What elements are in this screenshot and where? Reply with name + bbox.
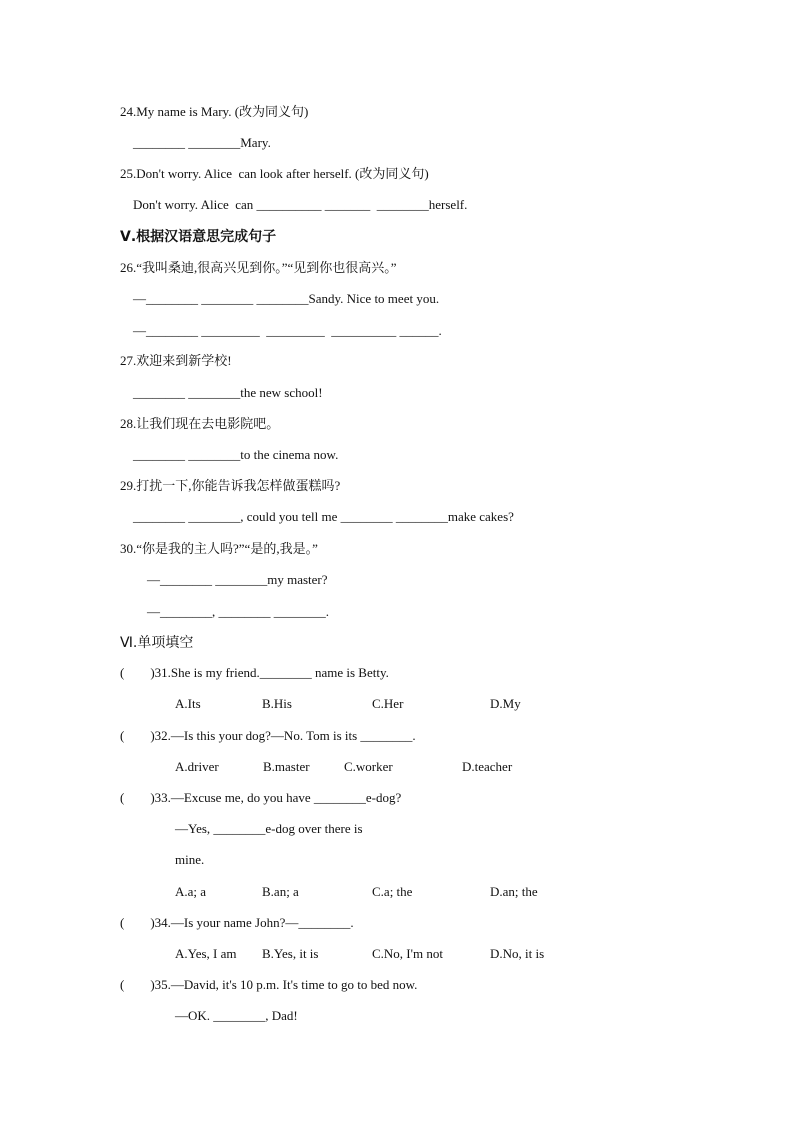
answer-line-28: ________ ________to the cinema now. <box>133 447 339 462</box>
option-33-a: A.a; a <box>175 884 207 899</box>
option-34-c: C.No, I'm not <box>372 946 443 961</box>
option-32-b: B.master <box>263 759 310 774</box>
option-32-c: C.worker <box>344 759 393 774</box>
question-35: ( )35.—David, it's 10 p.m. It's time to go to bed now. <box>120 977 418 992</box>
answer-line-25: Don't worry. Alice can __________ _______ ________herself. <box>133 197 468 212</box>
question-25: 25.Don't worry. Alice can look after herself. (改为同义句) <box>120 166 429 181</box>
question-30: 30.“你是我的主人吗?”“是的,我是。” <box>120 541 318 556</box>
option-31-a: A.Its <box>175 696 201 711</box>
question-26: 26.“我叫桑迪,很高兴见到你。”“见到你也很高兴。” <box>120 260 397 275</box>
question-24: 24.My name is Mary. (改为同义句) <box>120 104 309 119</box>
answer-line-24: ________ ________Mary. <box>133 135 271 150</box>
answer-line-26-2: —________ _________ _________ __________ ______. <box>133 323 442 338</box>
question-32: ( )32.—Is this your dog?—No. Tom is its ________. <box>120 728 416 743</box>
option-34-d: D.No, it is <box>490 946 545 961</box>
option-32-d: D.teacher <box>462 759 513 774</box>
question-33-line-2: —Yes, ________e-dog over there is <box>175 821 363 836</box>
answer-line-30-2: —________, ________ ________. <box>147 604 329 619</box>
option-31-d: D.My <box>490 696 521 711</box>
answer-line-29: ________ ________, could you tell me ________ ________make cakes? <box>133 509 514 524</box>
option-33-c: C.a; the <box>372 884 413 899</box>
option-33-d: D.an; the <box>490 884 538 899</box>
option-31-b: B.His <box>262 696 292 711</box>
question-27: 27.欢迎来到新学校! <box>120 353 232 368</box>
option-31-c: C.Her <box>372 696 404 711</box>
question-28: 28.让我们现在去电影院吧。 <box>120 416 280 431</box>
question-33: ( )33.—Excuse me, do you have ________e-dog? <box>120 790 402 805</box>
option-33-b: B.an; a <box>262 884 299 899</box>
question-34: ( )34.—Is your name John?—________. <box>120 915 354 930</box>
question-33-line-3: mine. <box>175 852 205 867</box>
question-31: ( )31.She is my friend.________ name is Betty. <box>120 665 389 680</box>
answer-line-27: ________ ________the new school! <box>133 385 323 400</box>
option-34-a: A.Yes, I am <box>175 946 237 961</box>
option-34-b: B.Yes, it is <box>262 946 319 961</box>
question-29: 29.打扰一下,你能告诉我怎样做蛋糕吗? <box>120 478 341 493</box>
section-6-heading: Ⅵ.单项填空 <box>120 635 194 651</box>
question-35-line-2: —OK. ________, Dad! <box>175 1008 298 1023</box>
answer-line-26-1: —________ ________ ________Sandy. Nice to meet you. <box>133 291 440 306</box>
option-32-a: A.driver <box>175 759 219 774</box>
answer-line-30-1: —________ ________my master? <box>147 572 328 587</box>
section-5-heading: Ⅴ.根据汉语意思完成句子 <box>120 229 277 245</box>
